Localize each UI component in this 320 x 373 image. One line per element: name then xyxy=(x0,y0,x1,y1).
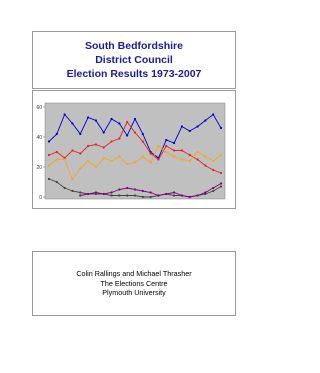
series-5-point xyxy=(87,193,89,195)
series-4-point xyxy=(118,194,120,196)
series-5-point xyxy=(134,188,136,190)
series-1-point xyxy=(118,122,120,124)
series-2-point xyxy=(212,169,214,171)
series-1-point xyxy=(220,127,222,129)
credit-authors: Colin Rallings and Michael Thrasher xyxy=(76,269,192,279)
y-tick-label: 60 xyxy=(36,104,42,111)
series-1-point xyxy=(173,142,175,144)
credit-box xyxy=(32,251,236,316)
series-4-point xyxy=(134,194,136,196)
series-5-point xyxy=(173,191,175,193)
election-results-chart xyxy=(33,91,235,208)
series-2-point xyxy=(181,149,183,151)
series-1-point xyxy=(126,134,128,136)
y-tick-label: 20 xyxy=(36,164,42,171)
series-3-point xyxy=(157,145,159,147)
series-5-point xyxy=(181,194,183,196)
series-5-point xyxy=(110,191,112,193)
series-2-point xyxy=(157,158,159,160)
series-2-point xyxy=(189,154,191,156)
series-4-point xyxy=(150,196,152,198)
series-5-point xyxy=(165,193,167,195)
series-4-point xyxy=(71,190,73,192)
series-4-point xyxy=(173,194,175,196)
series-5-point xyxy=(118,188,120,190)
credit-university: Plymouth University xyxy=(102,288,166,298)
title-line-1: South Bedfordshire xyxy=(84,40,183,52)
series-4-point xyxy=(48,178,50,180)
series-3-point xyxy=(134,161,136,163)
series-3-point xyxy=(118,155,120,157)
series-1-point xyxy=(71,122,73,124)
series-3-point xyxy=(48,164,50,166)
title-box xyxy=(32,31,236,89)
series-1-point xyxy=(212,113,214,115)
series-1-point xyxy=(189,130,191,132)
series-3-point xyxy=(126,163,128,165)
series-3-point xyxy=(189,160,191,162)
series-3-point xyxy=(79,167,81,169)
credit-organisation: The Elections Centre xyxy=(100,278,168,288)
series-3-point xyxy=(181,158,183,160)
series-2-point xyxy=(103,146,105,148)
series-4-point xyxy=(212,190,214,192)
series-1-point xyxy=(181,125,183,127)
series-3-point xyxy=(165,151,167,153)
series-5-point xyxy=(103,193,105,195)
series-2-point xyxy=(118,137,120,139)
series-5-point xyxy=(220,182,222,184)
series-3-point xyxy=(87,160,89,162)
series-3-point xyxy=(56,158,58,160)
series-4-point xyxy=(64,187,66,189)
series-2-point xyxy=(142,140,144,142)
series-3-point xyxy=(204,155,206,157)
title-line-3: Election Results 1973-2007 xyxy=(66,68,202,80)
series-1-point xyxy=(95,119,97,121)
series-1-point xyxy=(142,133,144,135)
series-2-point xyxy=(95,143,97,145)
series-5-point xyxy=(196,194,198,196)
series-1-point xyxy=(87,116,89,118)
series-5-point xyxy=(204,191,206,193)
series-5-point xyxy=(95,191,97,193)
series-1-point xyxy=(134,118,136,120)
series-2-point xyxy=(79,152,81,154)
y-tick-label: 0 xyxy=(39,194,42,201)
series-4-point xyxy=(126,194,128,196)
series-2-point xyxy=(48,154,50,156)
series-3-point xyxy=(150,161,152,163)
series-1-point xyxy=(48,140,50,142)
series-3-point xyxy=(103,157,105,159)
series-3-point xyxy=(142,155,144,157)
series-5-point xyxy=(212,187,214,189)
series-3-point xyxy=(95,166,97,168)
series-5-point xyxy=(189,196,191,198)
series-4-point xyxy=(110,194,112,196)
series-1-point xyxy=(204,119,206,121)
series-5-point xyxy=(79,194,81,196)
series-3-point xyxy=(220,154,222,156)
series-5-point xyxy=(157,194,159,196)
series-4-point xyxy=(79,191,81,193)
series-3-point xyxy=(110,160,112,162)
series-2-point xyxy=(134,131,136,133)
series-5-point xyxy=(150,191,152,193)
series-2-point xyxy=(173,149,175,151)
series-1-point xyxy=(196,125,198,127)
title-line-2: District Council xyxy=(95,54,173,66)
series-2-point xyxy=(220,172,222,174)
series-2-point xyxy=(204,164,206,166)
series-2-point xyxy=(71,149,73,151)
series-1-point xyxy=(165,139,167,141)
series-4-point xyxy=(56,181,58,183)
series-5-point xyxy=(126,187,128,189)
series-3-point xyxy=(71,178,73,180)
series-2-point xyxy=(87,145,89,147)
series-2-point xyxy=(126,121,128,123)
series-5-point xyxy=(142,190,144,192)
series-1-point xyxy=(103,131,105,133)
series-2-point xyxy=(150,152,152,154)
series-2-point xyxy=(196,158,198,160)
series-4-point xyxy=(142,196,144,198)
series-2-point xyxy=(165,145,167,147)
series-1-point xyxy=(56,133,58,135)
series-3-point xyxy=(64,158,66,160)
series-1-point xyxy=(110,118,112,120)
series-1-point xyxy=(79,133,81,135)
series-2-point xyxy=(110,140,112,142)
chart-box xyxy=(32,90,236,209)
series-3-point xyxy=(212,160,214,162)
series-2-point xyxy=(56,151,58,153)
series-1-point xyxy=(64,113,66,115)
series-4-point xyxy=(220,185,222,187)
y-tick-label: 40 xyxy=(36,134,42,141)
series-3-point xyxy=(196,151,198,153)
series-3-point xyxy=(173,155,175,157)
